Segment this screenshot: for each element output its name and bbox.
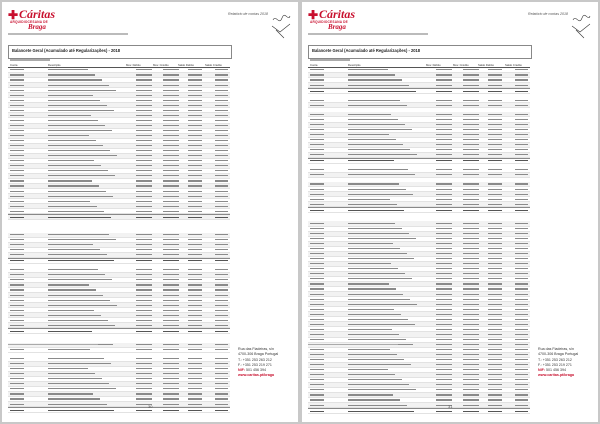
col-conta: Conta — [10, 63, 18, 67]
report-page-right — [302, 2, 598, 422]
table-title: Balancete Geral (Acumulado até Regularizações) - 2018 — [12, 48, 121, 53]
caritas-logo: ✚ Cáritas ARQUIDIOCESANA DE Braga — [308, 7, 356, 31]
caption-line — [308, 33, 428, 35]
caritas-logo: ✚ Cáritas ARQUIDIOCESANA DE Braga — [8, 7, 56, 31]
subtitle-line — [10, 59, 50, 61]
col-conta: Conta — [310, 63, 318, 67]
footnote-line — [8, 344, 98, 345]
table-title: Balancete Geral (Acumulado até Regularizações) - 2018 — [312, 48, 421, 53]
page-number: 30 — [148, 404, 153, 409]
report-header-title: Relatório de contas 2018 — [228, 12, 268, 16]
balance-table — [308, 63, 530, 418]
balance-table — [8, 63, 230, 413]
table-body-left — [8, 68, 230, 413]
address-block: Rua das Fiadeiras, s/n 4700-306 Braga Portugal T.: +351 253 263 212 F.: +351 253 219 271 NIF: 501 456 394 www.caritas.pt/braga — [538, 347, 579, 378]
cross-icon: ✚ — [308, 8, 319, 22]
address-block: Rua das Fiadeiras, s/n 4700-306 Braga Portugal T.: +351 253 263 212 F.: +351 253 219 271 NIF: 501 456 394 www.caritas.pt/braga — [238, 347, 279, 378]
table-row — [8, 407, 230, 413]
signature-stamp-icon — [570, 12, 592, 40]
col-saldo-debito: Saldo Débito — [478, 63, 495, 67]
page-number: 31 — [448, 404, 453, 409]
table-body-right — [308, 68, 530, 418]
table-spacer — [308, 414, 530, 418]
footnote-line — [308, 344, 398, 345]
website-link[interactable]: www.caritas.pt/braga — [238, 373, 275, 378]
website-link[interactable]: www.caritas.pt/braga — [538, 373, 575, 378]
subtitle-line — [310, 59, 350, 61]
col-descricao: Descrição — [48, 63, 61, 67]
report-header-title: Relatório de contas 2018 — [528, 12, 568, 16]
signature-stamp-icon — [270, 12, 292, 40]
col-mov-debito: Mov. Débito — [426, 63, 441, 67]
col-mov-debito: Mov. Débito — [126, 63, 141, 67]
report-title-box — [308, 45, 532, 59]
col-saldo-debito: Saldo Débito — [178, 63, 195, 67]
col-descricao: Descrição — [348, 63, 361, 67]
col-mov-credito: Mov. Crédito — [453, 63, 469, 67]
col-mov-credito: Mov. Crédito — [153, 63, 169, 67]
col-saldo-credito: Saldo Crédito — [505, 63, 522, 67]
cross-icon: ✚ — [8, 8, 19, 22]
report-page-left — [2, 2, 298, 422]
col-saldo-credito: Saldo Crédito — [205, 63, 222, 67]
caption-line — [8, 33, 128, 35]
report-title-box — [8, 45, 232, 59]
